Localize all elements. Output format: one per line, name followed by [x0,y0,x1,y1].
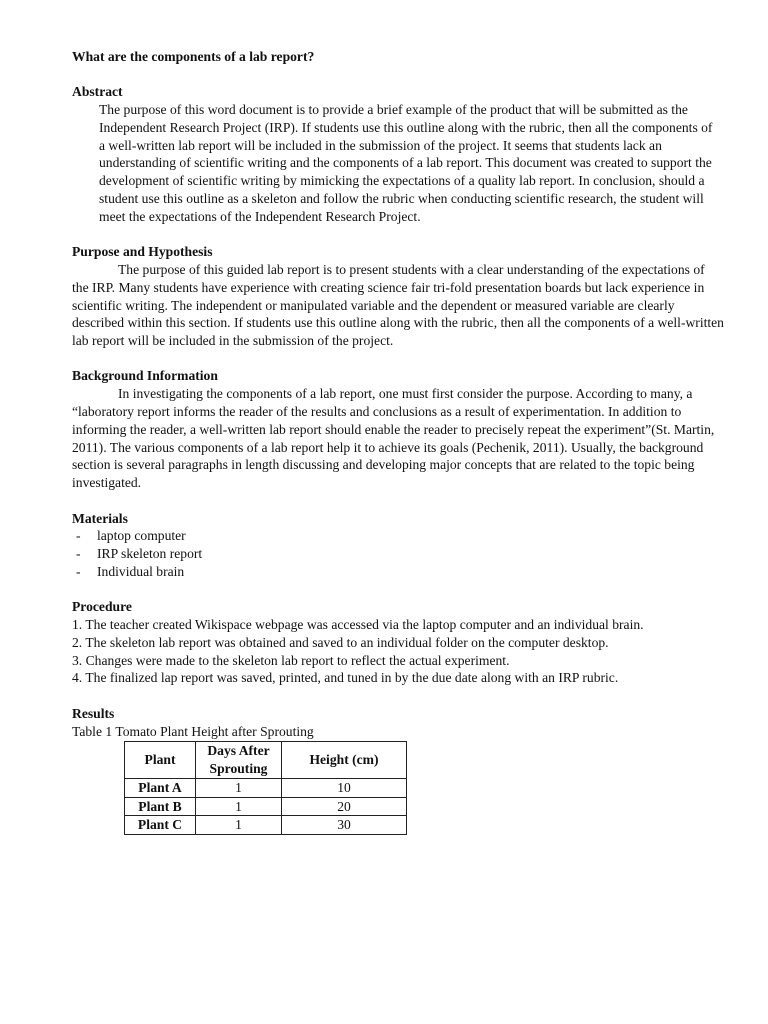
table-cell: 1 [196,816,282,835]
results-section [72,705,724,836]
column-header: Days After Sprouting [196,742,282,779]
table-cell: Plant B [125,797,196,816]
materials-heading: Materials [72,510,128,526]
table-cell: 20 [282,797,407,816]
abstract-text: The purpose of this word document is to provide a brief example of the product that will be submitted as the Independent Research Project (IRP). If students use this outline along with the rubric, then all the components of a well-written lab report will be included in the submission of the project. It seems that students lack an understanding of scientific writing and the components of a lab report. This document was created to support the development of scientific writing by mimicking the expectations of a quality lab report. In conclusion, should a student use this outline as a skeleton and follow the rubric when conducting scientific research, the student will meet the expectations of the Independent Research Project. [99,102,713,224]
procedure-step: 4. The finalized lap report was saved, printed, and tuned in by the due date along with an IRP rubric. [72,670,619,686]
purpose-section [72,243,724,350]
table-cell: 1 [196,778,282,797]
table-header-row [125,742,407,779]
background-heading: Background Information [72,368,218,384]
table-cell: 30 [282,816,407,835]
procedure-step: 2. The skeleton lab report was obtained and saved to an individual folder on the computer desktop. [72,634,609,650]
list-dash: - [76,563,81,579]
results-heading: Results [72,705,115,721]
material-item: Individual brain [97,563,185,579]
table-row [125,797,407,816]
procedure-step: 1. The teacher created Wikispace webpage was accessed via the laptop computer and an individual brain. [72,617,644,633]
table-cell: Plant A [125,778,196,797]
materials-list [72,527,724,580]
document-page [72,48,724,835]
table-caption: Table 1 Tomato Plant Height after Sprouting [72,723,314,739]
material-item: IRP skeleton report [97,546,203,562]
background-text: In investigating the components of a lab report, one must first consider the purpose. According to many, a “laboratory report informs the reader of the results and conclusions as a result of experimentation. In addition to informing the reader, a well-written lab report should enable the reader to precisely repeat the experiment”(St. Martin, 2011). The various components of a lab report help it to achieve its goals (Pechenik, 2011). Usually, the background section is several paragraphs in length discussing and developing major concepts that are related to the topic being investigated. [72,386,715,491]
procedure-list [72,616,724,687]
table-row [125,816,407,835]
procedure-heading: Procedure [72,599,132,615]
table-row [125,778,407,797]
procedure-step: 3. Changes were made to the skeleton lab report to reflect the actual experiment. [72,652,510,668]
table-cell: 1 [196,797,282,816]
list-item [72,545,724,563]
column-header: Plant [125,742,196,779]
column-header: Height (cm) [282,742,407,779]
background-section [72,367,724,492]
list-item [72,527,724,545]
list-item [72,563,724,581]
material-item: laptop computer [97,528,186,544]
results-table [124,741,407,835]
abstract-section [72,83,724,225]
abstract-heading: Abstract [72,84,123,100]
list-dash: - [76,546,81,562]
table-cell: 10 [282,778,407,797]
table-cell: Plant C [125,816,196,835]
procedure-section [72,598,724,687]
purpose-heading: Purpose and Hypothesis [72,244,213,260]
document-title: What are the components of a lab report? [72,49,315,64]
purpose-text: The purpose of this guided lab report is to present students with a clear understanding of the expectations of the IRP. Many students have experience with creating science fair tri-fold presentation boards but lack experience in scientific writing. The independent or manipulated variable and the dependent or measured variable are clearly described within this section. If students use this outline along with the rubric, then all the components of a well-written lab report will be included in the submission of the project. [72,261,724,349]
list-dash: - [76,528,81,544]
materials-section [72,510,724,581]
